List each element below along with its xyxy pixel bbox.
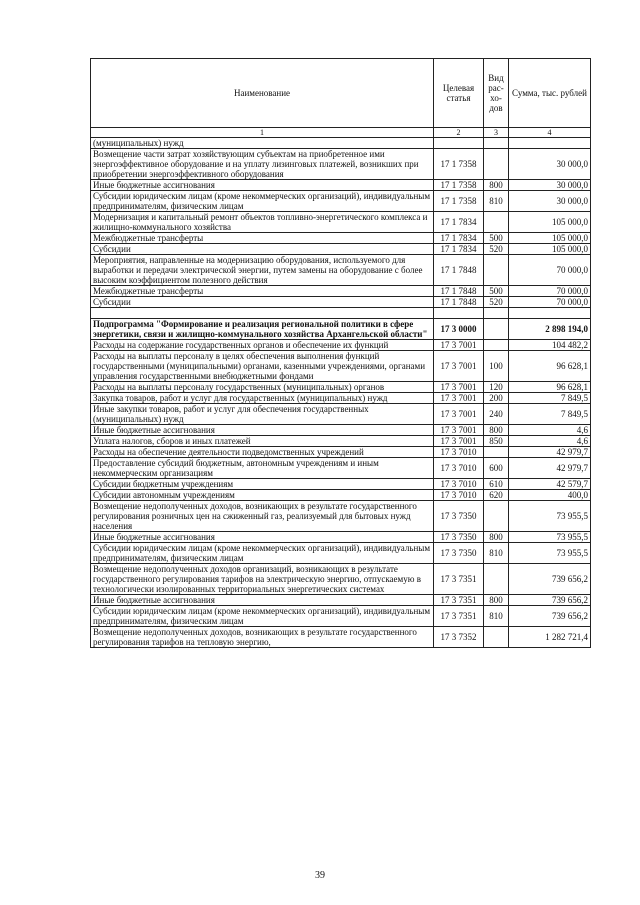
table-row xyxy=(91,149,591,180)
row-kind-cell xyxy=(484,447,509,458)
row-target-cell: 17 3 7001 xyxy=(434,436,484,447)
table-row xyxy=(91,255,591,286)
row-kind-cell xyxy=(484,255,509,286)
row-sum-cell: 400,0 xyxy=(509,490,591,501)
table-row xyxy=(91,382,591,393)
row-sum-cell: 42 979,7 xyxy=(509,447,591,458)
table-row xyxy=(91,627,591,648)
row-sum-cell: 7 849,5 xyxy=(509,393,591,404)
row-name-cell: Расходы на выплаты персоналу в целях обеспечения выполнения функций государственными (муниципальными) органами, казенными учреждениями, органами управления государственными внебюджетными фондами xyxy=(91,351,434,382)
row-name-cell: Расходы на обеспечение деятельности подведомственных учреждений xyxy=(91,447,434,458)
table-row xyxy=(91,543,591,564)
row-sum-cell: 105 000,0 xyxy=(509,212,591,233)
row-name-cell: Модернизация и капитальный ремонт объектов топливно-энергетического комплекса и жилищно-коммунального хозяйства xyxy=(91,212,434,233)
row-target-cell: 17 3 7351 xyxy=(434,606,484,627)
row-name-cell: Субсидии юридическим лицам (кроме некоммерческих организаций), индивидуальным предпринимателям, физическим лицам xyxy=(91,191,434,212)
table-row xyxy=(91,340,591,351)
header-kind: Вид рас- хо- дов xyxy=(484,59,509,128)
row-name-cell: Иные бюджетные ассигнования xyxy=(91,180,434,191)
row-kind-cell xyxy=(484,501,509,532)
colnum-1: 1 xyxy=(91,128,434,138)
row-name-cell: Иные закупки товаров, работ и услуг для обеспечения государственных (муниципальных) нужд xyxy=(91,404,434,425)
row-name-cell: Субсидии юридическим лицам (кроме некоммерческих организаций), индивидуальным предпринимателям, физическим лицам xyxy=(91,543,434,564)
table-row xyxy=(91,319,591,340)
table-row xyxy=(91,404,591,425)
row-kind-cell xyxy=(484,212,509,233)
row-sum-cell: 73 955,5 xyxy=(509,532,591,543)
row-name-cell: Субсидии бюджетным учреждениям xyxy=(91,479,434,490)
row-target-cell xyxy=(434,138,484,149)
row-sum-cell: 96 628,1 xyxy=(509,382,591,393)
row-target-cell: 17 3 7350 xyxy=(434,532,484,543)
row-sum-cell xyxy=(509,138,591,149)
row-name-cell: Иные бюджетные ассигнования xyxy=(91,425,434,436)
row-target-cell: 17 1 7848 xyxy=(434,297,484,308)
row-kind-cell: 520 xyxy=(484,244,509,255)
row-name-cell xyxy=(91,308,434,319)
table-row xyxy=(91,425,591,436)
row-kind-cell: 200 xyxy=(484,393,509,404)
row-sum-cell: 42 579,7 xyxy=(509,479,591,490)
table-row xyxy=(91,308,591,319)
row-sum-cell: 4,6 xyxy=(509,425,591,436)
row-kind-cell: 520 xyxy=(484,297,509,308)
row-kind-cell: 500 xyxy=(484,286,509,297)
row-sum-cell: 73 955,5 xyxy=(509,543,591,564)
page-number: 39 xyxy=(315,870,325,881)
table-row xyxy=(91,447,591,458)
row-target-cell: 17 3 7350 xyxy=(434,543,484,564)
row-kind-cell: 850 xyxy=(484,436,509,447)
row-name-cell: Иные бюджетные ассигнования xyxy=(91,532,434,543)
row-sum-cell: 70 000,0 xyxy=(509,255,591,286)
table-row xyxy=(91,606,591,627)
row-name-cell: Подпрограмма "Формирование и реализация региональной политики в сфере энергетики, связи и жилищно-коммунального хозяйства Архангельской области" xyxy=(91,319,434,340)
row-kind-cell xyxy=(484,138,509,149)
row-target-cell: 17 1 7848 xyxy=(434,286,484,297)
row-kind-cell: 600 xyxy=(484,458,509,479)
budget-table xyxy=(90,58,591,648)
table-row xyxy=(91,595,591,606)
row-sum-cell: 30 000,0 xyxy=(509,191,591,212)
row-target-cell: 17 3 7001 xyxy=(434,393,484,404)
table-row xyxy=(91,212,591,233)
row-sum-cell: 42 979,7 xyxy=(509,458,591,479)
row-name-cell: Субсидии xyxy=(91,297,434,308)
table-row xyxy=(91,191,591,212)
row-target-cell: 17 1 7358 xyxy=(434,191,484,212)
row-kind-cell: 120 xyxy=(484,382,509,393)
table-row xyxy=(91,436,591,447)
row-sum-cell xyxy=(509,308,591,319)
row-kind-cell xyxy=(484,149,509,180)
row-name-cell: Субсидии xyxy=(91,244,434,255)
row-target-cell: 17 3 7001 xyxy=(434,351,484,382)
row-name-cell: Расходы на содержание государственных органов и обеспечение их функций xyxy=(91,340,434,351)
table-row xyxy=(91,351,591,382)
row-sum-cell: 4,6 xyxy=(509,436,591,447)
row-kind-cell: 240 xyxy=(484,404,509,425)
row-name-cell: Возмещение недополученных доходов, возникающих в результате государственного регулирования тарифов на тепловую энергию, xyxy=(91,627,434,648)
row-sum-cell: 30 000,0 xyxy=(509,180,591,191)
row-kind-cell xyxy=(484,564,509,595)
row-name-cell: Субсидии юридическим лицам (кроме некоммерческих организаций), индивидуальным предпринимателям, физическим лицам xyxy=(91,606,434,627)
row-kind-cell: 800 xyxy=(484,425,509,436)
row-sum-cell: 96 628,1 xyxy=(509,351,591,382)
row-kind-cell: 800 xyxy=(484,180,509,191)
table-row xyxy=(91,393,591,404)
row-target-cell: 17 3 7001 xyxy=(434,404,484,425)
row-sum-cell: 104 482,2 xyxy=(509,340,591,351)
table-row xyxy=(91,138,591,149)
row-target-cell: 17 1 7848 xyxy=(434,255,484,286)
table-row xyxy=(91,244,591,255)
row-sum-cell: 105 000,0 xyxy=(509,233,591,244)
row-kind-cell xyxy=(484,319,509,340)
row-name-cell: Уплата налогов, сборов и иных платежей xyxy=(91,436,434,447)
table-row xyxy=(91,233,591,244)
row-target-cell: 17 1 7358 xyxy=(434,180,484,191)
header-sum: Сумма, тыс. рублей xyxy=(509,59,591,128)
table-row xyxy=(91,286,591,297)
row-target-cell xyxy=(434,308,484,319)
row-target-cell: 17 3 7010 xyxy=(434,447,484,458)
row-target-cell: 17 3 0000 xyxy=(434,319,484,340)
row-name-cell: Расходы на выплаты персоналу государственных (муниципальных) органов xyxy=(91,382,434,393)
row-name-cell: Возмещение недополученных доходов, возникающих в результате государственного регулирования розничных цен на сжиженный газ, реализуемый для бытовых нужд населения xyxy=(91,501,434,532)
row-target-cell: 17 3 7351 xyxy=(434,595,484,606)
row-name-cell: Возмещение части затрат хозяйствующим субъектам на приобретенное ими энергоэффективное оборудование и на уплату лизинговых платежей, возникших при приобретении энергоэффективного оборудования xyxy=(91,149,434,180)
table-header-row xyxy=(91,59,591,128)
row-target-cell: 17 3 7010 xyxy=(434,479,484,490)
row-sum-cell: 739 656,2 xyxy=(509,564,591,595)
row-name-cell: Предоставление субсидий бюджетным, автономным учреждениям и иным некоммерческим организациям xyxy=(91,458,434,479)
table-row xyxy=(91,501,591,532)
row-name-cell: Иные бюджетные ассигнования xyxy=(91,595,434,606)
row-target-cell: 17 1 7358 xyxy=(434,149,484,180)
row-target-cell: 17 3 7001 xyxy=(434,340,484,351)
row-kind-cell: 500 xyxy=(484,233,509,244)
table-row xyxy=(91,490,591,501)
row-name-cell: Межбюджетные трансферты xyxy=(91,286,434,297)
row-kind-cell: 810 xyxy=(484,606,509,627)
colnum-3: 3 xyxy=(484,128,509,138)
table-row xyxy=(91,297,591,308)
row-sum-cell: 30 000,0 xyxy=(509,149,591,180)
row-target-cell: 17 3 7350 xyxy=(434,501,484,532)
row-sum-cell: 739 656,2 xyxy=(509,606,591,627)
row-sum-cell: 70 000,0 xyxy=(509,297,591,308)
row-kind-cell: 810 xyxy=(484,543,509,564)
header-name: Наименование xyxy=(91,59,434,128)
row-target-cell: 17 3 7351 xyxy=(434,564,484,595)
row-sum-cell: 739 656,2 xyxy=(509,595,591,606)
row-target-cell: 17 3 7010 xyxy=(434,490,484,501)
colnum-2: 2 xyxy=(434,128,484,138)
row-kind-cell: 810 xyxy=(484,191,509,212)
row-kind-cell: 610 xyxy=(484,479,509,490)
row-sum-cell: 2 898 194,0 xyxy=(509,319,591,340)
row-name-cell: Закупка товаров, работ и услуг для государственных (муниципальных) нужд xyxy=(91,393,434,404)
row-sum-cell: 70 000,0 xyxy=(509,286,591,297)
row-sum-cell: 73 955,5 xyxy=(509,501,591,532)
table-row xyxy=(91,180,591,191)
row-target-cell: 17 1 7834 xyxy=(434,233,484,244)
row-target-cell: 17 3 7010 xyxy=(434,458,484,479)
row-target-cell: 17 3 7001 xyxy=(434,382,484,393)
table-row xyxy=(91,532,591,543)
row-kind-cell: 800 xyxy=(484,532,509,543)
table-row xyxy=(91,479,591,490)
column-number-row xyxy=(91,128,591,138)
row-target-cell: 17 3 7352 xyxy=(434,627,484,648)
row-name-cell: Субсидии автономным учреждениям xyxy=(91,490,434,501)
row-kind-cell: 100 xyxy=(484,351,509,382)
row-name-cell: Мероприятия, направленные на модернизацию оборудования, используемого для выработки и передачи электрической энергии, путем замены на оборудование с более высоким коэффициентом полезного действия xyxy=(91,255,434,286)
row-sum-cell: 1 282 721,4 xyxy=(509,627,591,648)
header-target: Целевая статья xyxy=(434,59,484,128)
row-target-cell: 17 1 7834 xyxy=(434,212,484,233)
row-target-cell: 17 1 7834 xyxy=(434,244,484,255)
row-kind-cell xyxy=(484,340,509,351)
row-sum-cell: 7 849,5 xyxy=(509,404,591,425)
row-target-cell: 17 3 7001 xyxy=(434,425,484,436)
row-sum-cell: 105 000,0 xyxy=(509,244,591,255)
table-row xyxy=(91,458,591,479)
row-name-cell: Межбюджетные трансферты xyxy=(91,233,434,244)
row-name-cell: (муниципальных) нужд xyxy=(91,138,434,149)
row-kind-cell: 620 xyxy=(484,490,509,501)
row-kind-cell xyxy=(484,627,509,648)
row-kind-cell: 800 xyxy=(484,595,509,606)
row-name-cell: Возмещение недополученных доходов организаций, возникающих в результате государственного регулирования тарифов на электрическую энергию, отпускаемую в технологически изолированных территориальных энергетических системах xyxy=(91,564,434,595)
row-kind-cell xyxy=(484,308,509,319)
colnum-4: 4 xyxy=(509,128,591,138)
table-row xyxy=(91,564,591,595)
